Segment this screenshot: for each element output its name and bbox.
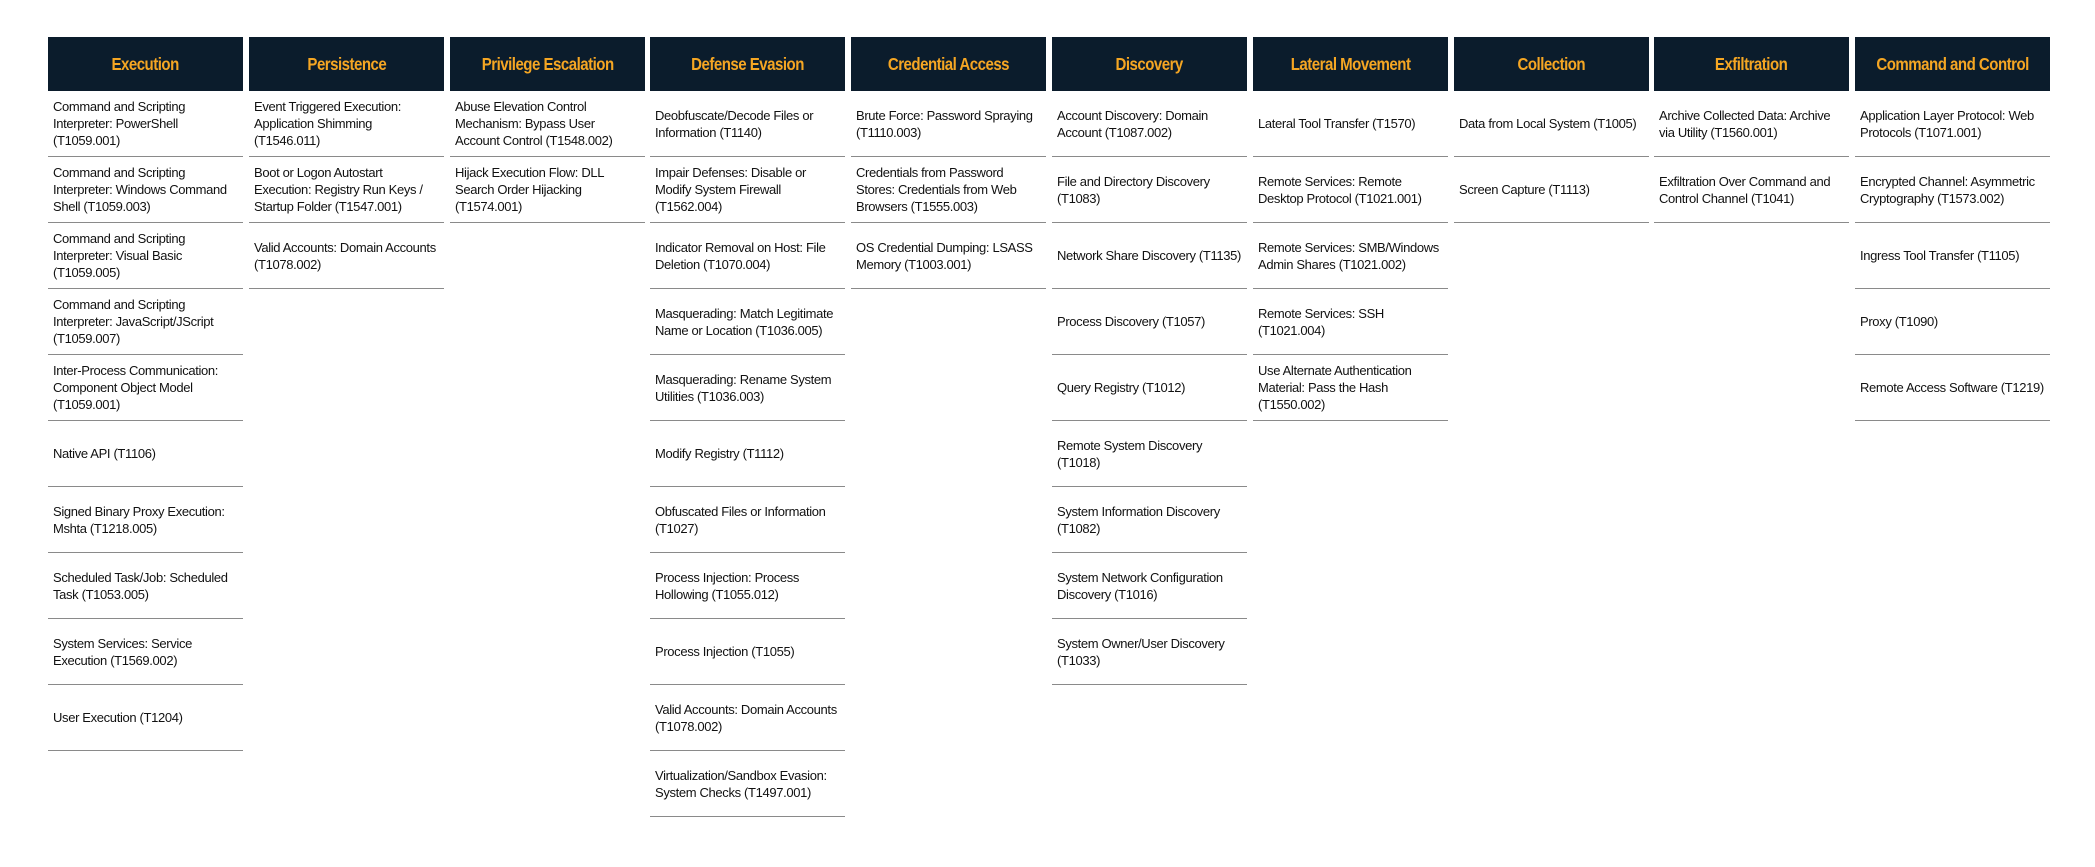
tactic-header — [1454, 37, 1649, 91]
technique-cell — [48, 157, 243, 223]
technique-label: Archive Collected Data: Archive via Utility (T1560.001) — [1659, 107, 1831, 140]
technique-cell — [450, 91, 645, 157]
technique-label: Remote System Discovery (T1018) — [1057, 437, 1203, 470]
technique-cell — [1052, 157, 1247, 223]
technique-cell — [650, 91, 845, 157]
tactic-header — [1253, 37, 1448, 91]
technique-label: Screen Capture (T1113) — [1459, 182, 1590, 197]
technique-cell — [650, 289, 845, 355]
technique-label: Remote Access Software (T1219) — [1860, 380, 2044, 395]
technique-label: Valid Accounts: Domain Accounts (T1078.002) — [254, 239, 436, 272]
tactic-header — [1052, 37, 1247, 91]
technique-label: Command and Scripting Interpreter: Windows Command Shell (T1059.003) — [53, 165, 227, 214]
technique-label: Exfiltration Over Command and Control Channel (T1041) — [1659, 173, 1831, 206]
technique-label: Remote Services: Remote Desktop Protocol (T1021.001) — [1258, 173, 1422, 206]
technique-label: Valid Accounts: Domain Accounts (T1078.002) — [655, 701, 837, 734]
technique-label: Lateral Tool Transfer (T1570) — [1258, 116, 1416, 131]
technique-label: Event Triggered Execution: Application Shimming (T1546.011) — [254, 99, 401, 148]
technique-label: User Execution (T1204) — [53, 710, 183, 725]
technique-label: Native API (T1106) — [53, 446, 156, 461]
tactic-title: Exfiltration — [1715, 53, 1788, 74]
technique-cell — [249, 157, 444, 223]
technique-label: Network Share Discovery (T1135) — [1057, 248, 1241, 263]
technique-label: Signed Binary Proxy Execution: Mshta (T1218.005) — [53, 503, 225, 536]
tactic-column-command-and-control — [1855, 37, 2050, 421]
technique-cell — [650, 685, 845, 751]
technique-cell — [1052, 289, 1247, 355]
tactic-column-discovery — [1052, 37, 1247, 685]
technique-label: Process Discovery (T1057) — [1057, 314, 1206, 329]
technique-label: Credentials from Password Stores: Credentials from Web Browsers (T1555.003) — [856, 165, 1017, 214]
technique-label: Remote Services: SMB/Windows Admin Shares (T1021.002) — [1258, 239, 1439, 272]
tactic-header — [249, 37, 444, 91]
tactic-title: Command and Control — [1876, 53, 2029, 74]
technique-label: OS Credential Dumping: LSASS Memory (T1003.001) — [856, 239, 1033, 272]
technique-cell — [1052, 553, 1247, 619]
technique-cell — [1253, 355, 1448, 421]
tactic-title: Lateral Movement — [1290, 53, 1411, 74]
technique-label: System Services: Service Execution (T1569.002) — [53, 635, 192, 668]
technique-cell — [1855, 91, 2050, 157]
technique-cell — [1855, 223, 2050, 289]
technique-label: Application Layer Protocol: Web Protocols (T1071.001) — [1860, 107, 2034, 140]
technique-label: Encrypted Channel: Asymmetric Cryptography (T1573.002) — [1860, 173, 2035, 206]
technique-cell — [1654, 91, 1849, 157]
technique-label: Process Injection: Process Hollowing (T1055.012) — [655, 569, 800, 602]
technique-label: Inter-Process Communication: Component Object Model (T1059.001) — [53, 363, 219, 412]
technique-cell — [650, 619, 845, 685]
technique-label: Hijack Execution Flow: DLL Search Order Hijacking (T1574.001) — [455, 165, 604, 214]
technique-cell — [48, 487, 243, 553]
technique-cell — [48, 619, 243, 685]
technique-label: Command and Scripting Interpreter: PowerShell (T1059.001) — [53, 99, 186, 148]
technique-cell — [48, 289, 243, 355]
tactic-column-execution — [48, 37, 243, 751]
technique-label: Indicator Removal on Host: File Deletion (T1070.004) — [655, 239, 826, 272]
technique-label: Boot or Logon Autostart Execution: Registry Run Keys / Startup Folder (T1547.001) — [254, 165, 423, 214]
tactic-title: Persistence — [307, 53, 386, 74]
technique-cell — [249, 91, 444, 157]
technique-cell — [48, 355, 243, 421]
technique-label: Abuse Elevation Control Mechanism: Bypass User Account Control (T1548.002) — [455, 99, 613, 148]
technique-label: Masquerading: Rename System Utilities (T1036.003) — [655, 371, 832, 404]
technique-label: Process Injection (T1055) — [655, 644, 795, 659]
technique-label: System Information Discovery (T1082) — [1057, 503, 1220, 536]
technique-cell — [650, 421, 845, 487]
tactic-header — [450, 37, 645, 91]
technique-label: Ingress Tool Transfer (T1105) — [1860, 248, 2020, 263]
tactic-title: Credential Access — [887, 53, 1010, 74]
technique-label: Command and Scripting Interpreter: JavaScript/JScript (T1059.007) — [53, 297, 214, 346]
technique-label: Deobfuscate/Decode Files or Information (T1140) — [655, 107, 814, 140]
tactic-column-credential-access — [851, 37, 1046, 289]
technique-cell — [450, 157, 645, 223]
technique-cell — [48, 553, 243, 619]
technique-cell — [1654, 157, 1849, 223]
technique-label: System Owner/User Discovery (T1033) — [1057, 635, 1225, 668]
technique-cell — [851, 157, 1046, 223]
technique-cell — [1253, 289, 1448, 355]
technique-cell — [1052, 421, 1247, 487]
technique-label: Use Alternate Authentication Material: Pass the Hash (T1550.002) — [1258, 363, 1412, 412]
technique-cell — [1454, 91, 1649, 157]
tactic-header — [851, 37, 1046, 91]
technique-label: Command and Scripting Interpreter: Visual Basic (T1059.005) — [53, 231, 186, 280]
tactic-title: Defense Evasion — [691, 53, 804, 74]
technique-cell — [48, 421, 243, 487]
technique-label: Impair Defenses: Disable or Modify System Firewall (T1562.004) — [655, 165, 806, 214]
tactic-column-exfiltration — [1654, 37, 1849, 223]
technique-label: Proxy (T1090) — [1860, 314, 1938, 329]
technique-cell — [650, 223, 845, 289]
tactic-header — [1855, 37, 2050, 91]
technique-cell — [650, 751, 845, 817]
tactic-header — [48, 37, 243, 91]
technique-cell — [1052, 91, 1247, 157]
technique-label: File and Directory Discovery (T1083) — [1057, 173, 1210, 206]
technique-cell — [1855, 355, 2050, 421]
technique-label: Scheduled Task/Job: Scheduled Task (T1053.005) — [53, 569, 228, 602]
tactic-title: Discovery — [1115, 53, 1184, 74]
technique-cell — [1253, 91, 1448, 157]
technique-cell — [1052, 355, 1247, 421]
technique-cell — [1052, 619, 1247, 685]
tactic-column-persistence — [249, 37, 444, 289]
technique-cell — [1052, 487, 1247, 553]
technique-label: Brute Force: Password Spraying (T1110.003) — [856, 107, 1033, 140]
technique-label: System Network Configuration Discovery (T1016) — [1057, 569, 1223, 602]
technique-cell — [48, 223, 243, 289]
technique-label: Virtualization/Sandbox Evasion: System Checks (T1497.001) — [655, 767, 827, 800]
technique-cell — [1253, 223, 1448, 289]
tactic-header — [650, 37, 845, 91]
tactic-header — [1654, 37, 1849, 91]
technique-cell — [1454, 157, 1649, 223]
technique-cell — [249, 223, 444, 289]
tactic-title: Collection — [1517, 53, 1586, 74]
technique-cell — [650, 553, 845, 619]
technique-cell — [48, 91, 243, 157]
technique-cell — [650, 157, 845, 223]
technique-cell — [1052, 223, 1247, 289]
technique-cell — [650, 487, 845, 553]
tactic-title: Privilege Escalation — [481, 53, 614, 74]
technique-cell — [48, 685, 243, 751]
tactic-column-defense-evasion — [650, 37, 845, 817]
technique-cell — [1855, 157, 2050, 223]
technique-cell — [1253, 157, 1448, 223]
technique-label: Modify Registry (T1112) — [655, 446, 784, 461]
technique-cell — [851, 91, 1046, 157]
tactic-column-lateral-movement — [1253, 37, 1448, 421]
technique-cell — [1855, 289, 2050, 355]
technique-label: Remote Services: SSH (T1021.004) — [1258, 305, 1384, 338]
tactic-column-collection — [1454, 37, 1649, 223]
tactic-column-privilege-escalation — [450, 37, 645, 223]
technique-cell — [851, 223, 1046, 289]
tactic-title: Execution — [111, 53, 180, 74]
technique-label: Obfuscated Files or Information (T1027) — [655, 503, 826, 536]
technique-label: Masquerading: Match Legitimate Name or Location (T1036.005) — [655, 305, 834, 338]
technique-label: Data from Local System (T1005) — [1459, 116, 1637, 131]
technique-label: Account Discovery: Domain Account (T1087.002) — [1057, 107, 1208, 140]
technique-cell — [650, 355, 845, 421]
technique-label: Query Registry (T1012) — [1057, 380, 1186, 395]
